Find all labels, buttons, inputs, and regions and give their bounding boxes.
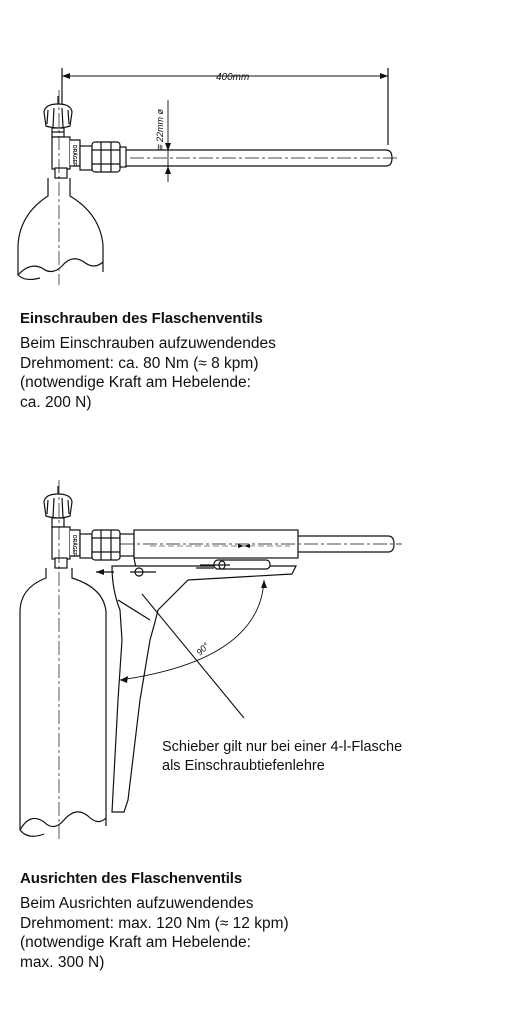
text-line: ca. 200 N) (20, 393, 92, 411)
dimension-label-length: 400mm (216, 72, 250, 83)
text-line: Beim Ausrichten aufzuwendendes (20, 895, 254, 912)
text-line: Beim Einschrauben aufzuwendendes (20, 335, 276, 352)
union-nut (80, 530, 120, 560)
note-line: Schieber gilt nur bei einer 4-l-Flasche (162, 739, 403, 755)
angle-label: 90° (194, 640, 212, 658)
text-line: max. 300 N) (20, 953, 105, 971)
handwheel-icon (44, 486, 72, 527)
text-line: (notwendige Kraft am Hebelende: (20, 374, 251, 391)
section-heading-aligning: Ausrichten des Flaschenventils (20, 870, 243, 887)
dimension-label-diameter: ≅ 22mm ø (155, 108, 165, 152)
section-heading-screwing-in: Einschrauben des Flaschenventils (20, 310, 263, 327)
text-line: Drehmoment: ca. 80 Nm (≈ 8 kpm) (20, 354, 259, 372)
figure-note (162, 738, 402, 775)
text-line: (notwendige Kraft am Hebelende: (20, 934, 251, 951)
valve-brand-label: DRÄGER (71, 145, 77, 167)
section-text-aligning (20, 894, 289, 972)
text-line: Drehmoment: max. 120 Nm (≈ 12 kpm) (20, 914, 289, 932)
note-line: als Einschraubtiefenlehre (162, 757, 325, 774)
valve-brand-label: DRÄGER (71, 535, 77, 557)
